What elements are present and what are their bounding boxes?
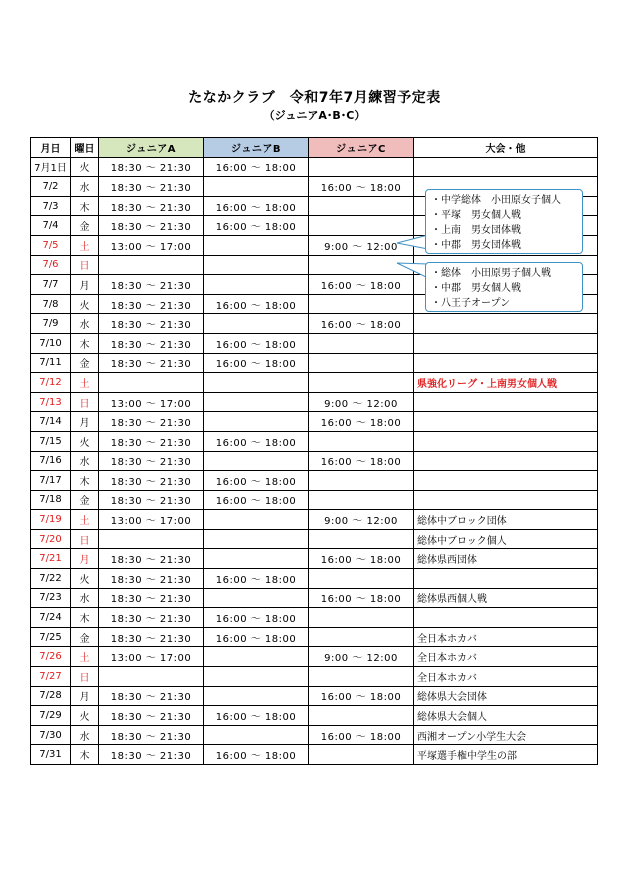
cell-event: 総体県大会団体 xyxy=(414,686,598,706)
cell-junior-c: 16:00 ～ 18:00 xyxy=(309,549,414,569)
cell-event xyxy=(414,451,598,471)
cell-junior-b xyxy=(204,451,309,471)
cell-dow: 木 xyxy=(71,471,99,491)
table-row xyxy=(31,431,598,451)
cell-junior-c: 16:00 ～ 18:00 xyxy=(309,686,414,706)
cell-date: 7/31 xyxy=(31,745,71,765)
cell-date: 7/12 xyxy=(31,373,71,393)
cell-event: 平塚選手権中学生の部 xyxy=(414,745,598,765)
cell-junior-c: 16:00 ～ 18:00 xyxy=(309,314,414,334)
callout-pointer xyxy=(395,233,429,253)
cell-dow: 火 xyxy=(71,294,99,314)
cell-date: 7月1日 xyxy=(31,157,71,177)
header-junior-c: ジュニアC xyxy=(309,138,414,158)
cell-junior-a: 18:30 ～ 21:30 xyxy=(99,431,204,451)
cell-event xyxy=(414,353,598,373)
cell-dow: 金 xyxy=(71,627,99,647)
header-event: 大会・他 xyxy=(414,138,598,158)
cell-junior-b xyxy=(204,686,309,706)
cell-junior-b xyxy=(204,667,309,687)
cell-junior-b xyxy=(204,177,309,197)
cell-junior-a: 18:30 ～ 21:30 xyxy=(99,333,204,353)
cell-junior-b: 16:00 ～ 18:00 xyxy=(204,353,309,373)
cell-date: 7/13 xyxy=(31,392,71,412)
cell-junior-c xyxy=(309,294,414,314)
cell-junior-a: 18:30 ～ 21:30 xyxy=(99,569,204,589)
cell-junior-b xyxy=(204,647,309,667)
cell-date: 7/30 xyxy=(31,725,71,745)
cell-date: 7/2 xyxy=(31,177,71,197)
cell-event: 全日本ホカバ xyxy=(414,647,598,667)
cell-junior-c xyxy=(309,745,414,765)
cell-date: 7/19 xyxy=(31,510,71,530)
cell-junior-b: 16:00 ～ 18:00 xyxy=(204,196,309,216)
cell-junior-c xyxy=(309,196,414,216)
cell-junior-a: 13:00 ～ 17:00 xyxy=(99,392,204,412)
cell-dow: 水 xyxy=(71,451,99,471)
cell-dow: 日 xyxy=(71,667,99,687)
cell-event: 全日本ホカバ xyxy=(414,667,598,687)
cell-date: 7/17 xyxy=(31,471,71,491)
cell-dow: 水 xyxy=(71,314,99,334)
cell-date: 7/7 xyxy=(31,275,71,295)
callout-line: ・上南 男女団体戦 xyxy=(431,225,521,236)
cell-date: 7/15 xyxy=(31,431,71,451)
cell-date: 7/26 xyxy=(31,647,71,667)
cell-dow: 水 xyxy=(71,725,99,745)
cell-junior-a: 18:30 ～ 21:30 xyxy=(99,177,204,197)
callout-box xyxy=(425,189,583,254)
cell-event xyxy=(414,314,598,334)
cell-junior-a xyxy=(99,373,204,393)
table-row xyxy=(31,608,598,628)
cell-junior-a: 13:00 ～ 17:00 xyxy=(99,235,204,255)
header-junior-a: ジュニアA xyxy=(99,138,204,158)
table-row xyxy=(31,745,598,765)
cell-date: 7/29 xyxy=(31,706,71,726)
cell-junior-b xyxy=(204,412,309,432)
cell-dow: 日 xyxy=(71,255,99,275)
cell-junior-b: 16:00 ～ 18:00 xyxy=(204,745,309,765)
cell-junior-a: 18:30 ～ 21:30 xyxy=(99,549,204,569)
cell-dow: 土 xyxy=(71,647,99,667)
cell-dow: 木 xyxy=(71,745,99,765)
cell-junior-a: 18:30 ～ 21:30 xyxy=(99,725,204,745)
cell-junior-c: 16:00 ～ 18:00 xyxy=(309,177,414,197)
cell-date: 7/27 xyxy=(31,667,71,687)
table-row xyxy=(31,333,598,353)
cell-event: 総体県西団体 xyxy=(414,549,598,569)
cell-date: 7/5 xyxy=(31,235,71,255)
cell-junior-c xyxy=(309,431,414,451)
cell-junior-c xyxy=(309,569,414,589)
cell-date: 7/14 xyxy=(31,412,71,432)
cell-junior-c xyxy=(309,373,414,393)
cell-dow: 土 xyxy=(71,235,99,255)
cell-date: 7/4 xyxy=(31,216,71,236)
cell-junior-b xyxy=(204,373,309,393)
table-row xyxy=(31,510,598,530)
cell-date: 7/20 xyxy=(31,529,71,549)
cell-junior-c: 16:00 ～ 18:00 xyxy=(309,412,414,432)
callout-line: ・八王子オープン xyxy=(431,298,511,309)
cell-junior-b: 16:00 ～ 18:00 xyxy=(204,608,309,628)
cell-date: 7/3 xyxy=(31,196,71,216)
cell-dow: 水 xyxy=(71,177,99,197)
callout-line: ・中郡 男女団体戦 xyxy=(431,240,521,251)
header-row xyxy=(31,138,598,158)
cell-date: 7/25 xyxy=(31,627,71,647)
cell-junior-a: 18:30 ～ 21:30 xyxy=(99,294,204,314)
cell-junior-b: 16:00 ～ 18:00 xyxy=(204,333,309,353)
cell-junior-a: 18:30 ～ 21:30 xyxy=(99,157,204,177)
cell-junior-a xyxy=(99,529,204,549)
page-title: たなかクラブ 令和7年7月練習予定表 xyxy=(188,90,441,106)
cell-junior-a: 18:30 ～ 21:30 xyxy=(99,490,204,510)
cell-junior-c xyxy=(309,471,414,491)
cell-junior-a: 18:30 ～ 21:30 xyxy=(99,706,204,726)
cell-junior-a: 13:00 ～ 17:00 xyxy=(99,647,204,667)
cell-junior-c: 16:00 ～ 18:00 xyxy=(309,275,414,295)
header-date: 月日 xyxy=(31,138,71,158)
callout-line: ・中郡 男女個人戦 xyxy=(431,283,521,294)
cell-junior-c xyxy=(309,353,414,373)
cell-event xyxy=(414,431,598,451)
page-subtitle: （ジュニアA･B･C） xyxy=(263,109,366,122)
cell-junior-c: 9:00 ～ 12:00 xyxy=(309,647,414,667)
table-row xyxy=(31,647,598,667)
cell-event xyxy=(414,333,598,353)
cell-junior-b: 16:00 ～ 18:00 xyxy=(204,706,309,726)
cell-junior-b xyxy=(204,549,309,569)
cell-dow: 火 xyxy=(71,431,99,451)
cell-event xyxy=(414,569,598,589)
cell-dow: 木 xyxy=(71,333,99,353)
cell-event: 県強化リーグ・上南男女個人戦 xyxy=(414,373,598,393)
cell-junior-c xyxy=(309,627,414,647)
cell-junior-b xyxy=(204,510,309,530)
cell-junior-a: 18:30 ～ 21:30 xyxy=(99,627,204,647)
table-row xyxy=(31,588,598,608)
table-row xyxy=(31,706,598,726)
cell-junior-c xyxy=(309,529,414,549)
cell-junior-b: 16:00 ～ 18:00 xyxy=(204,627,309,647)
cell-junior-a xyxy=(99,667,204,687)
cell-junior-a: 18:30 ～ 21:30 xyxy=(99,216,204,236)
cell-junior-c xyxy=(309,333,414,353)
cell-junior-a: 18:30 ～ 21:30 xyxy=(99,686,204,706)
cell-dow: 月 xyxy=(71,412,99,432)
cell-date: 7/11 xyxy=(31,353,71,373)
table-row xyxy=(31,314,598,334)
cell-junior-c xyxy=(309,608,414,628)
cell-dow: 火 xyxy=(71,157,99,177)
table-row xyxy=(31,725,598,745)
cell-junior-a: 18:30 ～ 21:30 xyxy=(99,608,204,628)
cell-junior-a: 18:30 ～ 21:30 xyxy=(99,196,204,216)
cell-date: 7/18 xyxy=(31,490,71,510)
cell-event xyxy=(414,412,598,432)
table-row xyxy=(31,627,598,647)
cell-junior-b: 16:00 ～ 18:00 xyxy=(204,569,309,589)
cell-dow: 金 xyxy=(71,216,99,236)
cell-dow: 日 xyxy=(71,529,99,549)
header-dow: 曜日 xyxy=(71,138,99,158)
callout-line: ・総体 小田原男子個人戦 xyxy=(431,268,551,279)
cell-date: 7/16 xyxy=(31,451,71,471)
cell-junior-c xyxy=(309,667,414,687)
cell-junior-a xyxy=(99,255,204,275)
table-row xyxy=(31,471,598,491)
cell-dow: 土 xyxy=(71,510,99,530)
cell-junior-c: 16:00 ～ 18:00 xyxy=(309,588,414,608)
cell-junior-b: 16:00 ～ 18:00 xyxy=(204,157,309,177)
table-row xyxy=(31,667,598,687)
cell-event xyxy=(414,490,598,510)
cell-junior-c: 16:00 ～ 18:00 xyxy=(309,725,414,745)
table-row xyxy=(31,392,598,412)
cell-junior-b xyxy=(204,392,309,412)
cell-dow: 木 xyxy=(71,608,99,628)
cell-date: 7/21 xyxy=(31,549,71,569)
cell-dow: 火 xyxy=(71,569,99,589)
cell-junior-b: 16:00 ～ 18:00 xyxy=(204,216,309,236)
table-row xyxy=(31,451,598,471)
cell-dow: 水 xyxy=(71,588,99,608)
cell-junior-b xyxy=(204,725,309,745)
cell-junior-c: 9:00 ～ 12:00 xyxy=(309,392,414,412)
cell-junior-b: 16:00 ～ 18:00 xyxy=(204,294,309,314)
table-row xyxy=(31,490,598,510)
cell-event: 全日本ホカバ xyxy=(414,627,598,647)
table-row xyxy=(31,569,598,589)
cell-event: 総体県大会個人 xyxy=(414,706,598,726)
cell-junior-a: 18:30 ～ 21:30 xyxy=(99,745,204,765)
cell-dow: 月 xyxy=(71,686,99,706)
callout-line: ・中学総体 小田原女子個人 xyxy=(431,195,561,206)
cell-junior-b: 16:00 ～ 18:00 xyxy=(204,471,309,491)
cell-junior-a: 18:30 ～ 21:30 xyxy=(99,451,204,471)
cell-event: 総体県西個人戦 xyxy=(414,588,598,608)
cell-date: 7/6 xyxy=(31,255,71,275)
cell-junior-b xyxy=(204,235,309,255)
cell-event xyxy=(414,392,598,412)
cell-junior-a: 18:30 ～ 21:30 xyxy=(99,314,204,334)
cell-junior-a: 13:00 ～ 17:00 xyxy=(99,510,204,530)
cell-junior-b xyxy=(204,255,309,275)
cell-junior-a: 18:30 ～ 21:30 xyxy=(99,275,204,295)
cell-junior-b xyxy=(204,275,309,295)
cell-date: 7/10 xyxy=(31,333,71,353)
table-row xyxy=(31,157,598,177)
cell-junior-b: 16:00 ～ 18:00 xyxy=(204,431,309,451)
cell-date: 7/24 xyxy=(31,608,71,628)
cell-junior-c: 9:00 ～ 12:00 xyxy=(309,510,414,530)
cell-junior-c xyxy=(309,490,414,510)
cell-junior-c xyxy=(309,157,414,177)
cell-junior-b xyxy=(204,588,309,608)
cell-date: 7/23 xyxy=(31,588,71,608)
cell-junior-b: 16:00 ～ 18:00 xyxy=(204,490,309,510)
cell-junior-c: 9:00 ～ 12:00 xyxy=(309,235,414,255)
cell-event: 総体中ブロック団体 xyxy=(414,510,598,530)
callout-box xyxy=(425,262,583,312)
cell-dow: 木 xyxy=(71,196,99,216)
table-row xyxy=(31,353,598,373)
cell-junior-c xyxy=(309,706,414,726)
table-row xyxy=(31,686,598,706)
cell-dow: 火 xyxy=(71,706,99,726)
cell-junior-b xyxy=(204,529,309,549)
table-row xyxy=(31,529,598,549)
cell-dow: 月 xyxy=(71,549,99,569)
cell-date: 7/8 xyxy=(31,294,71,314)
cell-date: 7/28 xyxy=(31,686,71,706)
cell-dow: 土 xyxy=(71,373,99,393)
cell-dow: 金 xyxy=(71,490,99,510)
cell-event: 西湘オープン小学生大会 xyxy=(414,725,598,745)
table-row xyxy=(31,373,598,393)
cell-date: 7/22 xyxy=(31,569,71,589)
cell-junior-c: 16:00 ～ 18:00 xyxy=(309,451,414,471)
cell-junior-a: 18:30 ～ 21:30 xyxy=(99,353,204,373)
cell-event xyxy=(414,157,598,177)
cell-dow: 月 xyxy=(71,275,99,295)
header-junior-b: ジュニアB xyxy=(204,138,309,158)
callout-line: ・平塚 男女個人戦 xyxy=(431,210,521,221)
cell-junior-a: 18:30 ～ 21:30 xyxy=(99,471,204,491)
cell-event xyxy=(414,471,598,491)
cell-junior-b xyxy=(204,314,309,334)
cell-dow: 日 xyxy=(71,392,99,412)
cell-junior-a: 18:30 ～ 21:30 xyxy=(99,412,204,432)
callout-pointer xyxy=(395,258,429,282)
cell-event xyxy=(414,608,598,628)
cell-junior-a: 18:30 ～ 21:30 xyxy=(99,588,204,608)
table-row xyxy=(31,549,598,569)
cell-dow: 金 xyxy=(71,353,99,373)
table-row xyxy=(31,412,598,432)
cell-event: 総体中ブロック個人 xyxy=(414,529,598,549)
cell-date: 7/9 xyxy=(31,314,71,334)
